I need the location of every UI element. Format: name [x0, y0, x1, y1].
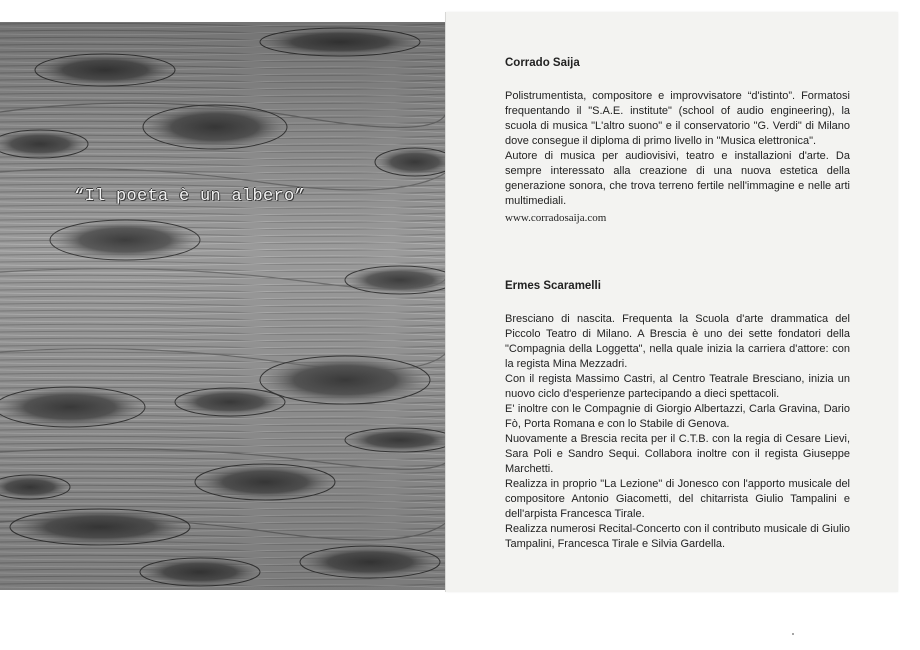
- bio-page: [446, 12, 898, 592]
- bio-paragraph: Polistrumentista, compositore e improvvisatore “d'istinto”. Formatosi frequentando il "S.A.E. institute" (school of audio engineering), la scuola di musica "L'altro suono" e il conservatorio "G. Verdi" di Milano dove consegue il diploma di primo livello in "Musica elettronica".: [505, 90, 850, 147]
- bio-paragraph: Autore di musica per audiovisivi, teatro e installazioni d'arte. Da sempre interessato alla creazione di una nuova estetica della generazione sonora, che trova terreno fertile nell'immagine e nelle arti multimediali.: [505, 150, 850, 207]
- cover-title: “Il poeta è un albero”: [74, 187, 306, 206]
- bio-paragraph: E' inoltre con le Compagnie di Giorgio Albertazzi, Carla Gravina, Dario Fò, Porta Romana e con lo Stabile di Genova.: [505, 403, 850, 430]
- bio-paragraph: Realizza in proprio "La Lezione" di Jonesco con l'apporto musicale del compositore Antonio Giacometti, del chitarrista Giulio Tampalini e dell'arpista Francesca Tirale.: [505, 478, 850, 520]
- bio-paragraph: Nuovamente a Brescia recita per il C.T.B. con la regia di Cesare Lievi, Sara Poli e Sandro Sequi. Collabora inoltre con il regista Giuseppe Marchetti.: [505, 433, 850, 475]
- bio-paragraph: Realizza numerosi Recital-Concerto con il contributo musicale di Giulio Tampalini, Francesca Tirale e Silvia Gardella.: [505, 523, 850, 550]
- bio-corrado-saija: [505, 57, 850, 224]
- bio-ermes-scaramelli: [505, 280, 850, 552]
- tree-bark-image: [0, 22, 447, 590]
- website-link[interactable]: www.corradosaija.com: [505, 212, 607, 224]
- bio-name: Ermes Scaramelli: [505, 280, 601, 292]
- bio-paragraph: Bresciano di nascita. Frequenta la Scuola d'arte drammatica del Piccolo Teatro di Milano. A Brescia è uno dei sette fondatori della "Compagnia della Loggetta", nella quale inizia la carriera d'attore: con la regista Mina Mezzadri.: [505, 313, 850, 370]
- scan-speck: [792, 633, 794, 635]
- bio-paragraph: Con il regista Massimo Castri, al Centro Teatrale Bresciano, inizia un nuovo ciclo d'esperienze partecipando a dieci spettacoli.: [505, 373, 850, 400]
- bio-name: Corrado Saija: [505, 57, 580, 69]
- cover-image-panel: [0, 22, 447, 590]
